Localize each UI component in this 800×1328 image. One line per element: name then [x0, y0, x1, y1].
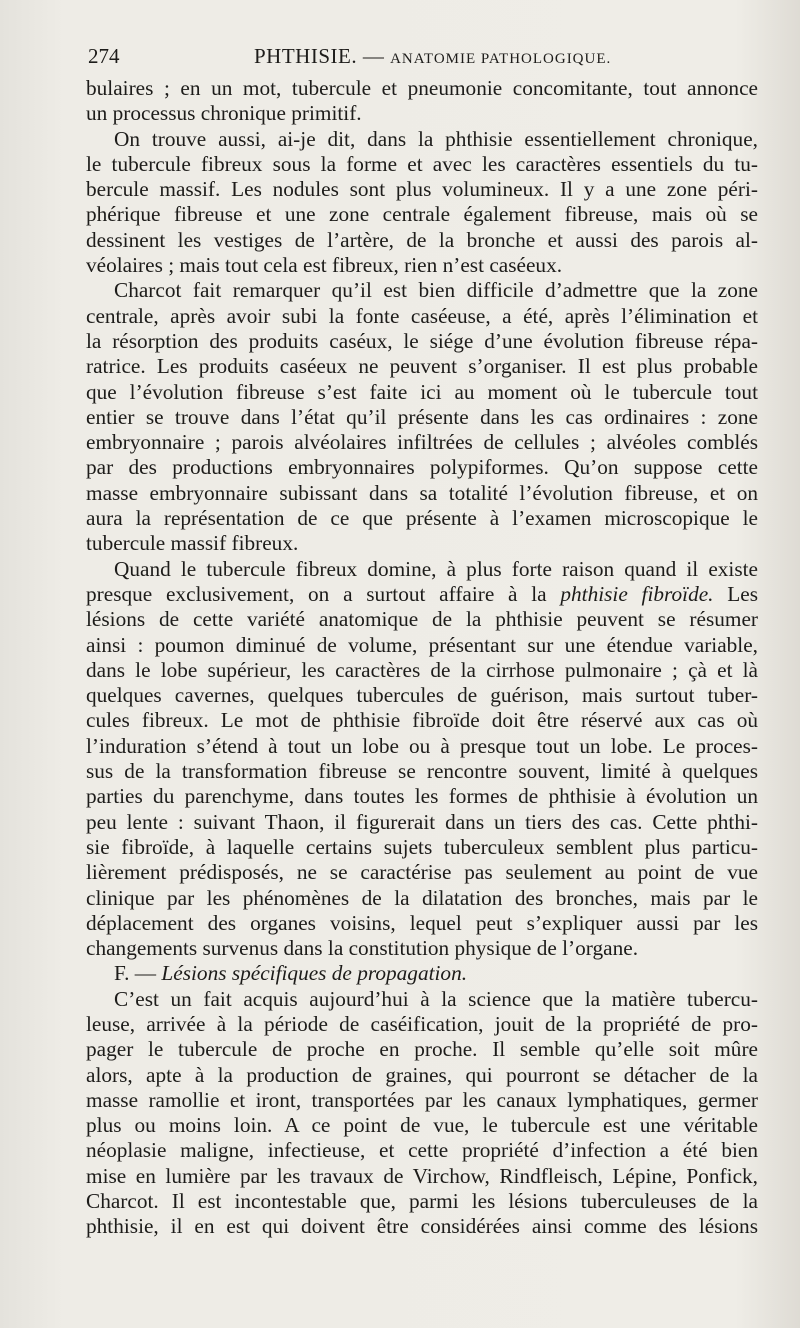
text-line: lésions de cette variété anatomique de la phthisie peuvent se résumer: [86, 607, 758, 632]
text-line: ratrice. Les produits caséeux ne peuvent s’organiser. Il est plus probable: [86, 354, 758, 379]
text-line: pager le tubercule de proche en proche. Il semble qu’elle soit mûre: [86, 1037, 758, 1062]
text-line: déplacement des organes voisins, lequel peut s’expliquer aussi par les: [86, 910, 758, 935]
text-line: bulaires ; en un mot, tubercule et pneumonie concomitante, tout annonce: [86, 76, 758, 100]
text-line: aura la représentation de ce que présente à l’examen microscopique le: [86, 506, 758, 531]
running-title-subtitle: ANATOMIE PATHOLOGIQUE.: [390, 51, 612, 67]
text-line: que l’évolution fibreuse s’est faite ici au moment où le tubercule tout: [86, 379, 758, 404]
text-line: parties du parenchyme, dans toutes les formes de phthisie à évolution un: [86, 784, 758, 809]
text-line: lièrement prédisposés, ne se caractérise pas seulement au point de vue: [86, 860, 758, 885]
text-line: un processus chronique primitif.: [86, 101, 362, 126]
running-title: [254, 44, 611, 69]
text-line: par des productions embryonnaires polypiformes. Qu’on suppose cette: [86, 455, 758, 480]
text-line-segment: Lésions spécifiques de propagation.: [161, 961, 468, 986]
text-line-segment: Quand le tubercule fibreux domine, à plus forte raison quand il existe: [114, 556, 758, 581]
text-line: tubercule massif fibreux.: [86, 531, 299, 556]
text-line: On trouve aussi, ai-je dit, dans la phthisie essentiellement chronique,: [114, 126, 758, 151]
text-line: masse embryonnaire subissant dans sa totalité l’évolution fibreuse, et on: [86, 480, 758, 505]
text-line: bercule massif. Les nodules sont plus volumineux. Il y a une zone péri-: [86, 177, 758, 202]
running-title-dash: —: [357, 44, 391, 68]
text-line: masse ramollie et iront, transportées par les canaux lymphatiques, germer: [86, 1087, 758, 1112]
text-line: sie fibroïde, à laquelle certains sujets tuberculeux semblent plus particu-: [86, 834, 758, 859]
running-header: [86, 44, 758, 74]
text-line: cules fibreux. Le mot de phthisie fibroïde doit être réservé aux cas où: [86, 708, 758, 733]
text-line: plus ou moins loin. A ce point de vue, le tubercule est une véritable: [86, 1113, 758, 1138]
text-line: centrale, après avoir subi la fonte caséeuse, a été, après l’élimination et: [86, 303, 758, 328]
text-line: mise en lumière par les travaux de Virchow, Rindfleisch, Lépine, Ponfick,: [86, 1163, 758, 1188]
text-line: Charcot. Il est incontestable que, parmi les lésions tuberculeuses de la: [86, 1189, 758, 1214]
text-line: alors, apte à la production de graines, qui pourront se détacher de la: [86, 1062, 758, 1087]
text-line: C’est un fait acquis aujourd’hui à la science que la matière tubercu-: [114, 986, 758, 1011]
text-line: changements survenus dans la constitution physique de l’organe.: [86, 936, 639, 961]
page-body-text: [86, 76, 758, 1240]
text-line: entier se trouve dans l’état qu’il présente dans les cas ordinaires : zone: [86, 404, 758, 429]
text-line: véolaires ; mais tout cela est fibreux, rien n’est caséeux.: [86, 253, 563, 278]
text-line: l’induration s’étend à tout un lobe ou à presque tout un lobe. Le proces-: [86, 733, 758, 758]
text-line: dans le lobe supérieur, les caractères de la cirrhose pulmonaire ; çà et là: [86, 657, 758, 682]
text-line: le tubercule fibreux sous la forme et avec les caractères essentiels du tu-: [86, 151, 758, 176]
text-line: phérique fibreuse et une zone centrale également fibreuse, mais où se: [86, 202, 758, 227]
text-line: [86, 557, 758, 582]
text-line-segment: F. —: [114, 961, 162, 986]
text-line: ainsi : poumon diminué de volume, présentant sur une étendue variable,: [86, 632, 758, 657]
text-line: néoplasie maligne, infectieuse, et cette propriété d’infection a été bien: [86, 1138, 758, 1163]
text-line: quelques cavernes, quelques tubercules de guérison, mais surtout tuber-: [86, 683, 758, 708]
text-line: la résorption des produits caséux, le siége d’une évolution fibreuse répa-: [86, 328, 758, 353]
text-line: leuse, arrivée à la période de caséification, jouit de la propriété de pro-: [86, 1011, 758, 1036]
text-line: sus de la transformation fibreuse se rencontre souvent, limité à quelques: [86, 759, 758, 784]
text-line-segment: presque exclusivement, on a surtout affaire à la: [86, 581, 561, 606]
text-line: [86, 961, 758, 986]
text-line-segment: Les: [713, 581, 759, 606]
page-number: 274: [88, 44, 120, 68]
text-line-segment: phthisie fibroïde.: [560, 581, 714, 606]
text-line: peu lente : suivant Thaon, il figurerait dans un tiers des cas. Cette phthi-: [86, 809, 758, 834]
running-title-main: PHTHISIE.: [254, 44, 358, 68]
text-line: Charcot fait remarquer qu’il est bien difficile d’admettre que la zone: [114, 278, 758, 303]
text-line: dessinent les vestiges de l’artère, de la bronche et aussi des parois al-: [86, 227, 758, 252]
text-line: embryonnaire ; parois alvéolaires infiltrées de cellules ; alvéoles comblés: [86, 430, 758, 455]
text-line: [86, 582, 758, 607]
text-line: phthisie, il en est qui doivent être considérées ainsi comme des lésions: [86, 1214, 758, 1239]
text-line: clinique par les phénomènes de la dilatation des bronches, mais par le: [86, 885, 758, 910]
